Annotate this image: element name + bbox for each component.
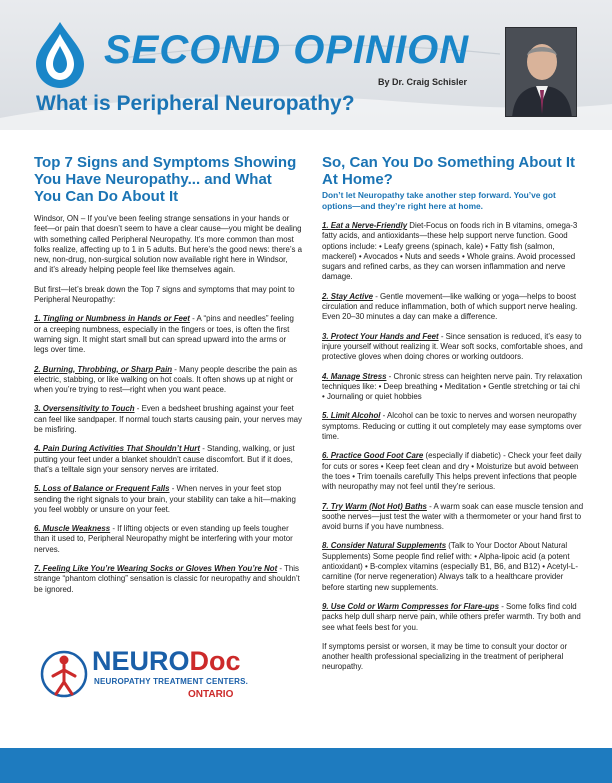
page-title: What is Peripheral Neuropathy?	[36, 92, 355, 115]
remedy-item-title: 9. Use Cold or Warm Compresses for Flare-ups	[322, 601, 500, 611]
symptom-item	[34, 314, 302, 355]
symptom-item-text: - A “pins and needles” feeling or a creeping numbness, especially in the fingers or toes, is often the first warning sign. It might start small but can spread upward into the arms or legs over time.	[34, 314, 294, 355]
remedy-item-title: 5. Limit Alcohol	[322, 411, 381, 421]
symptom-item-title: 7. Feeling Like You’re Wearing Socks or Gloves When You’re Not	[34, 564, 278, 574]
symptom-item	[34, 365, 302, 396]
symptom-item	[34, 524, 302, 555]
remedy-item-title: 4. Manage Stress	[322, 371, 387, 381]
brand-region: ONTARIO	[188, 689, 234, 700]
remedy-item-text: - Since sensation is reduced, it’s easy to injure yourself without realizing it. Wear soft socks, comfortable shoes, and protective gloves when doing chores or working outdoors.	[322, 331, 583, 362]
symptom-item	[34, 564, 302, 595]
symptom-item	[34, 484, 302, 515]
remedy-item-text: - Some folks find cold packs help dull sharp nerve pain, while others prefer warmth. Try both and see what feels best for you.	[322, 601, 581, 632]
author-byline: By Dr. Craig Schisler	[378, 77, 468, 87]
brand-word-a: NEURO	[92, 646, 190, 676]
symptom-item-text: - When nerves in your feet stop sending the right signals to your brain, your stability can take a hit—making you feel wobbly or unsure on your feet.	[34, 484, 296, 514]
remedy-item-text: - Chronic stress can heighten nerve pain. Try relaxation techniques like: • Deep breathing • Meditation • Gentle stretching or tai chi • Journaling or quiet hobbies	[322, 371, 583, 402]
series-title: SECOND OPINION	[104, 28, 470, 72]
neurodoc-logo	[40, 646, 280, 704]
remedy-item-title: 8. Consider Natural Supplements	[322, 541, 447, 551]
intro-paragraph: Windsor, ON – If you’ve been feeling strange sensations in your hands or feet—or pain that doesn’t seem to have a clear cause—you might be dealing with something called Peripheral Neuropathy. It’s more common than most folks realize, affecting up to 1 in 5 adults. But here’s the good news: there’s a new, non-drug, non-surgical solution now available right here in Windsor, and it’s already helping people feel like themselves again.	[34, 214, 303, 275]
remedy-item	[322, 602, 584, 633]
symptom-item-text: - Standing, walking, or just putting your feet under a blanket shouldn’t cause discomfort. But if it does, that’s a telltale sign your sensory nerves are irritated.	[34, 444, 295, 474]
intro-paragraph-2: But first—let’s break down the Top 7 signs and symptoms that may point to Peripheral Neuropathy:	[34, 284, 295, 305]
symptom-item-title: 1. Tingling or Numbness in Hands or Feet	[34, 314, 190, 324]
remedy-item-title: 3. Protect Your Hands and Feet	[322, 331, 439, 341]
left-column	[34, 154, 302, 595]
home-remedy-list	[322, 221, 584, 633]
page-header	[0, 0, 612, 130]
remedy-item	[322, 292, 584, 323]
symptom-item-title: 6. Muscle Weakness	[34, 524, 111, 534]
footer-bar	[0, 748, 612, 783]
remedy-item	[322, 541, 584, 592]
brand-word-b: Doc	[189, 646, 241, 676]
brand-tagline: NEUROPATHY TREATMENT CENTERS.	[94, 677, 249, 686]
symptom-item-text: - If lifting objects or even standing up feels tougher than it used to, Peripheral Neuropathy might be interfering with your motor nerves.	[34, 524, 293, 554]
remedy-item	[322, 372, 584, 403]
author-portrait-image	[506, 28, 577, 117]
remedy-item-title: 2. Stay Active	[322, 291, 374, 301]
nerve-figure-icon	[40, 648, 88, 700]
remedy-item	[322, 502, 584, 533]
symptom-item	[34, 444, 302, 475]
right-subheading: Don’t let Neuropathy take another step forward. You’ve got options—and they’re right here at home.	[322, 190, 556, 211]
brand-wordmark	[92, 648, 241, 675]
remedy-item-text: - A warm soak can ease muscle tension and soothe nerves—just test the water with a thermometer or your hand first to avoid burns if you have numbness.	[322, 501, 584, 532]
symptom-item	[34, 404, 302, 435]
right-column	[322, 154, 584, 673]
remedy-item-text: (Talk to Your Doctor About Natural Supplements) Some people find relief with: • Alpha-lipoic acid (a potent antioxidant) • B-complex vitamins (especially B1, B6, and B12) • Acetyl-L-carnitine (for nerve regeneration) Always talk to a healthcare provider before starting new supplements.	[322, 541, 578, 592]
symptom-item-title: 5. Loss of Balance or Frequent Falls	[34, 484, 170, 494]
remedy-item-title: 1. Eat a Nerve-Friendly	[322, 221, 408, 230]
closing-paragraph: If symptoms persist or worsen, it may be time to consult your doctor or another health professional specializing in the treatment of peripheral neuropathy.	[322, 641, 568, 672]
symptom-list	[34, 314, 302, 595]
symptom-item-title: 3. Oversensitivity to Touch	[34, 404, 135, 414]
symptom-item-text: - Even a bedsheet brushing against your feet can feel like sandpaper. If normal touch starts causing pain, your nerves may be misfiring.	[34, 404, 302, 435]
symptom-item-text: - This strange “phantom clothing” sensation is classic for neuropathy and shouldn’t be ignored.	[34, 564, 300, 594]
remedy-item-text: - Alcohol can be toxic to nerves and worsen neuropathy symptoms. Reducing or cutting it out completely may ease symptoms over time.	[322, 411, 582, 442]
symptom-item-title: 2. Burning, Throbbing, or Sharp Pain	[34, 364, 173, 374]
remedy-item-title: 6. Practice Good Foot Care	[322, 451, 424, 461]
remedy-item	[322, 221, 584, 283]
remedy-item	[322, 332, 584, 363]
remedy-item	[322, 411, 584, 442]
remedy-item-text: (especially if diabetic) - Check your feet daily for cuts or sores • Keep feet clean and dry • Moisturize but avoid between the toes • Trim toenails carefully This helps prevent infections that people with neuropathy may not feel until they’re serious.	[322, 451, 582, 492]
remedy-item-text: Diet-Focus on foods rich in B vitamins, omega-3 fatty acids, and antioxidants—these help support nerve function. Good options include: • Leafy greens (spinach, kale) • Fatty fish (salmon, mackerel) • Avocados • Nuts and seeds • Whole grains. Avoid processed sugars and refined carbs, as they can worsen inflammation and nerve damage.	[322, 221, 578, 282]
author-photo	[505, 27, 577, 117]
symptom-item-text: - Many people describe the pain as electric, stabbing, or like walking on hot coals. It often shows up at night or when you’re trying to rest—right when you want peace.	[34, 364, 298, 395]
left-heading: Top 7 Signs and Symptoms Showing You Have Neuropathy... and What You Can Do About It	[34, 154, 297, 205]
remedy-item	[322, 451, 584, 492]
right-heading: So, Can You Do Something About It At Home?	[322, 154, 576, 188]
symptom-item-title: 4. Pain During Activities That Shouldn’t Hurt	[34, 444, 200, 454]
remedy-item-title: 7. Try Warm (Not Hot) Baths	[322, 501, 427, 511]
remedy-item-text: - Gentle movement—like walking or yoga—helps to boost circulation and reduce inflammation, both of which support nerve healing. Even 20–30 minutes a day can make a difference.	[322, 291, 578, 322]
second-opinion-logo-icon	[28, 20, 92, 92]
